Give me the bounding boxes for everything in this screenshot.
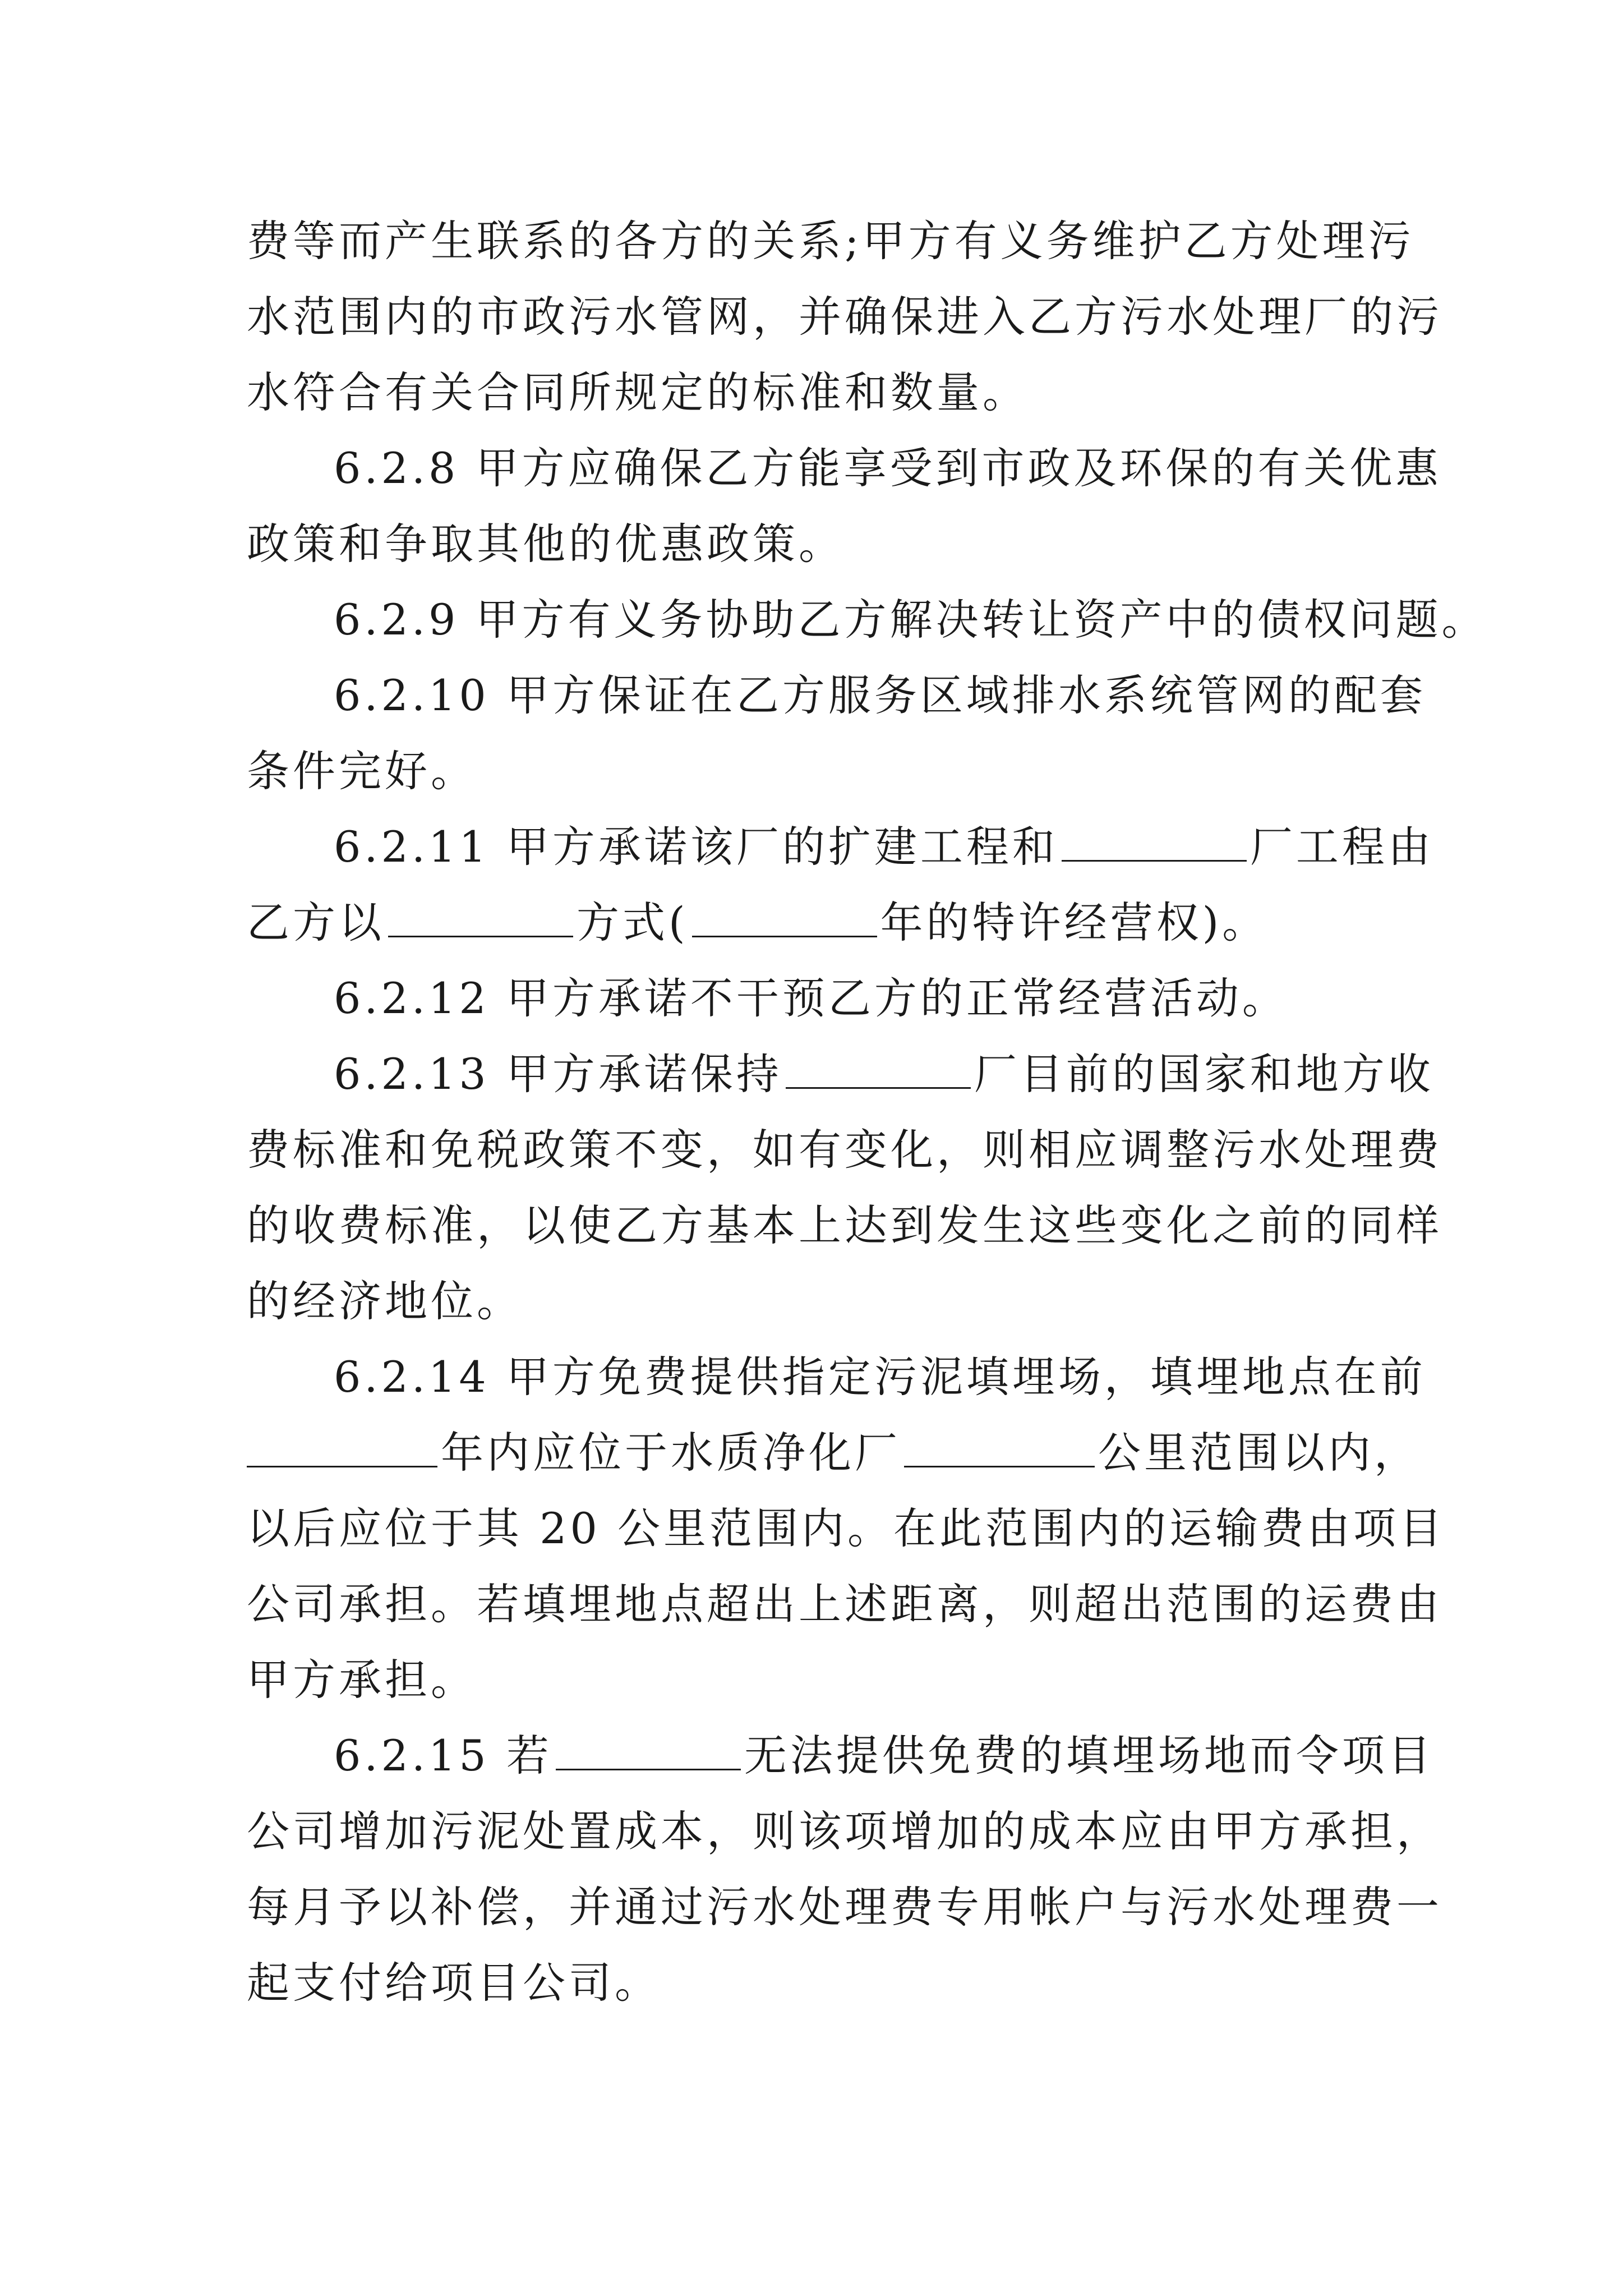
clause-6-2-11 <box>334 819 1434 875</box>
text-span: 6.2.13 甲方承诺保持 <box>334 1049 782 1099</box>
text-span: 公司增加污泥处置成本，则该项增加的成本应由甲方承担， <box>247 1806 1442 1856</box>
text-span: 费标准和免税政策不变，如有变化，则相应调整污水处理费 <box>247 1125 1442 1175</box>
clause-6-2-10 <box>334 668 1426 724</box>
fill-in-blank[interactable] <box>556 1728 741 1770</box>
text-span: 甲方承担。 <box>247 1655 477 1705</box>
text-span: 6.2.8 甲方应确保乙方能享受到市政及环保的有关优惠 <box>334 443 1442 493</box>
text-line <box>247 895 1268 951</box>
clause-6-2-14 <box>334 1349 1426 1405</box>
text-span: 以后应位于其 20 公里范围内。在此范围内的运输费由项目 <box>247 1503 1446 1553</box>
text-span: 6.2.11 甲方承诺该厂的扩建工程和 <box>334 822 1058 872</box>
text-span: 的经济地位。 <box>247 1276 523 1326</box>
text-span: 乙方以 <box>247 898 385 947</box>
text-span: 方式( <box>577 898 689 947</box>
text-line <box>247 743 477 799</box>
text-span: 6.2.9 甲方有义务协助乙方解决转让资产中的债权问题。 <box>334 595 1488 645</box>
clause-6-2-12 <box>334 970 1288 1027</box>
text-span: 水符合有关合同所规定的标准和数量。 <box>247 367 1029 417</box>
text-span: 的收费标准，以使乙方基本上达到发生这些变化之前的同样 <box>247 1200 1442 1250</box>
text-span: 起支付给项目公司。 <box>247 1958 661 2008</box>
text-line <box>247 213 1414 269</box>
text-span: 公司承担。若填埋地点超出上述距离，则超出范围的运费由 <box>247 1579 1442 1629</box>
text-span: 6.2.15 若 <box>334 1731 552 1780</box>
text-line <box>247 1273 523 1329</box>
clause-6-2-8 <box>334 440 1442 496</box>
text-span: 6.2.12 甲方承诺不干预乙方的正常经营活动。 <box>334 973 1288 1023</box>
text-line <box>247 365 1029 421</box>
text-span: 年内应位于水质净化厂 <box>441 1428 901 1478</box>
clause-6-2-13 <box>334 1046 1434 1102</box>
text-span: 厂工程由 <box>1249 822 1434 872</box>
fill-in-blank[interactable] <box>904 1425 1095 1467</box>
fill-in-blank[interactable] <box>247 1425 437 1467</box>
fill-in-blank[interactable] <box>786 1047 971 1089</box>
text-line <box>247 1955 661 2011</box>
text-span: 每月予以补偿，并通过污水处理费专用帐户与污水处理费一 <box>247 1882 1442 1932</box>
text-line <box>247 1501 1445 1557</box>
text-span: 6.2.10 甲方保证在乙方服务区域排水系统管网的配套 <box>334 670 1426 720</box>
text-line <box>247 1425 1420 1481</box>
fill-in-blank[interactable] <box>692 895 877 937</box>
text-span: 无法提供免费的填埋场地而令项目 <box>744 1731 1434 1780</box>
text-line <box>247 1652 477 1708</box>
text-span: 6.2.14 甲方免费提供指定污泥填埋场，填埋地点在前 <box>334 1352 1426 1402</box>
text-line <box>247 1198 1442 1254</box>
text-span: 费等而产生联系的各方的关系;甲方有义务维护乙方处理污 <box>247 216 1414 266</box>
text-span: 厂目前的国家和地方收 <box>974 1049 1434 1099</box>
text-span: 条件完好。 <box>247 746 477 796</box>
text-line <box>247 289 1442 345</box>
fill-in-blank[interactable] <box>1062 820 1247 862</box>
text-line <box>247 1803 1442 1860</box>
clause-6-2-15 <box>334 1728 1434 1784</box>
text-span: 政策和争取其他的优惠政策。 <box>247 519 845 569</box>
text-line <box>247 1879 1442 1935</box>
fill-in-blank[interactable] <box>388 895 573 937</box>
text-span: 水范围内的市政污水管网，并确保进入乙方污水处理厂的污 <box>247 292 1442 342</box>
text-span: 年的特许经营权)。 <box>880 898 1269 947</box>
clause-6-2-9 <box>334 592 1488 648</box>
text-span: 公里范围以内， <box>1098 1428 1420 1478</box>
text-line <box>247 1122 1442 1178</box>
text-line <box>247 1576 1442 1632</box>
text-line <box>247 516 845 572</box>
